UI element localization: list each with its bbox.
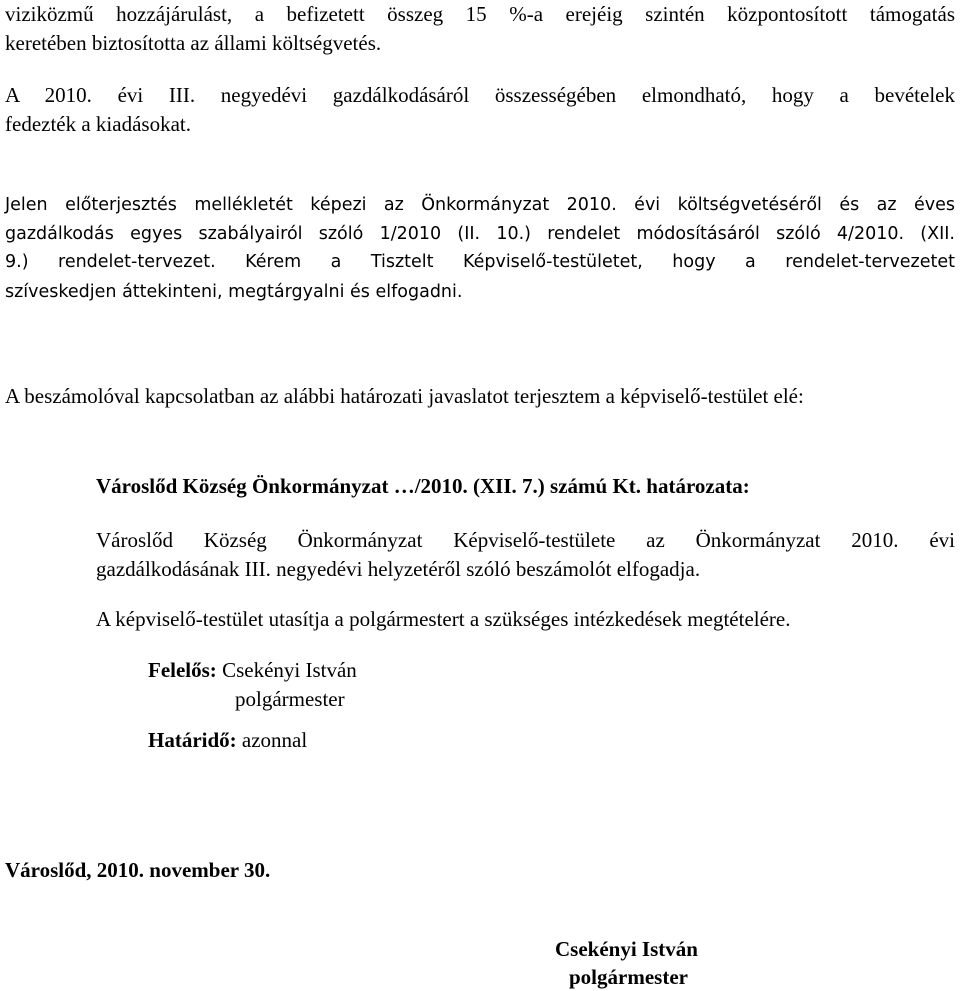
para3-line3: 9.) rendelet-tervezet. Kérem a Tisztelt Képviselő-testületet, hogy a rendelet-tervezetet	[5, 252, 955, 272]
date-line: Városlőd, 2010. november 30.	[5, 858, 271, 882]
resolution-heading: Városlőd Község Önkormányzat …/2010. (XII. 7.) számú Kt. határozata:	[96, 474, 750, 498]
responsible-title: polgármester	[235, 687, 345, 711]
para1-line2: keretében biztosította az állami költségvetés.	[5, 31, 382, 55]
deadline-value: azonnal	[241, 728, 308, 752]
deadline-line	[148, 730, 307, 751]
resolution-text-line1: Városlőd Község Önkormányzat Képviselő-testülete az Önkormányzat 2010. évi	[96, 528, 955, 552]
para1-line1: viziközmű hozzájárulást, a befizetett összeg 15 %-a erejéig szintén központosított támogatás	[5, 2, 955, 26]
proposal-intro: A beszámolóval kapcsolatban az alábbi határozati javaslatot terjesztem a képviselő-testület elé:	[5, 384, 804, 408]
deadline-label: Határidő:	[148, 728, 237, 752]
responsible-label: Felelős:	[148, 658, 217, 682]
responsible-line	[148, 660, 357, 681]
para2-line1: A 2010. évi III. negyedévi gazdálkodásáról összességében elmondható, hogy a bevételek	[5, 83, 955, 107]
resolution-text-line2: gazdálkodásának III. negyedévi helyzetéről szóló beszámolót elfogadja.	[96, 557, 701, 581]
responsible-name: Csekényi István	[222, 658, 357, 682]
signature-name: Csekényi István	[555, 937, 698, 961]
signature-title: polgármester	[569, 965, 688, 989]
para3-line4: szíveskedjen áttekinteni, megtárgyalni és elfogadni.	[5, 282, 463, 302]
para3-line1: Jelen előterjesztés mellékletét képezi az Önkormányzat 2010. évi költségvetéséről és az éves	[5, 195, 955, 215]
para2-line2: fedezték a kiadásokat.	[5, 112, 191, 136]
para3-line2: gazdálkodás egyes szabályairól szóló 1/2010 (II. 10.) rendelet módosításáról szóló 4/2010. (XII.	[5, 224, 955, 244]
resolution-instruction: A képviselő-testület utasítja a polgármestert a szükséges intézkedések megtételére.	[96, 607, 791, 631]
